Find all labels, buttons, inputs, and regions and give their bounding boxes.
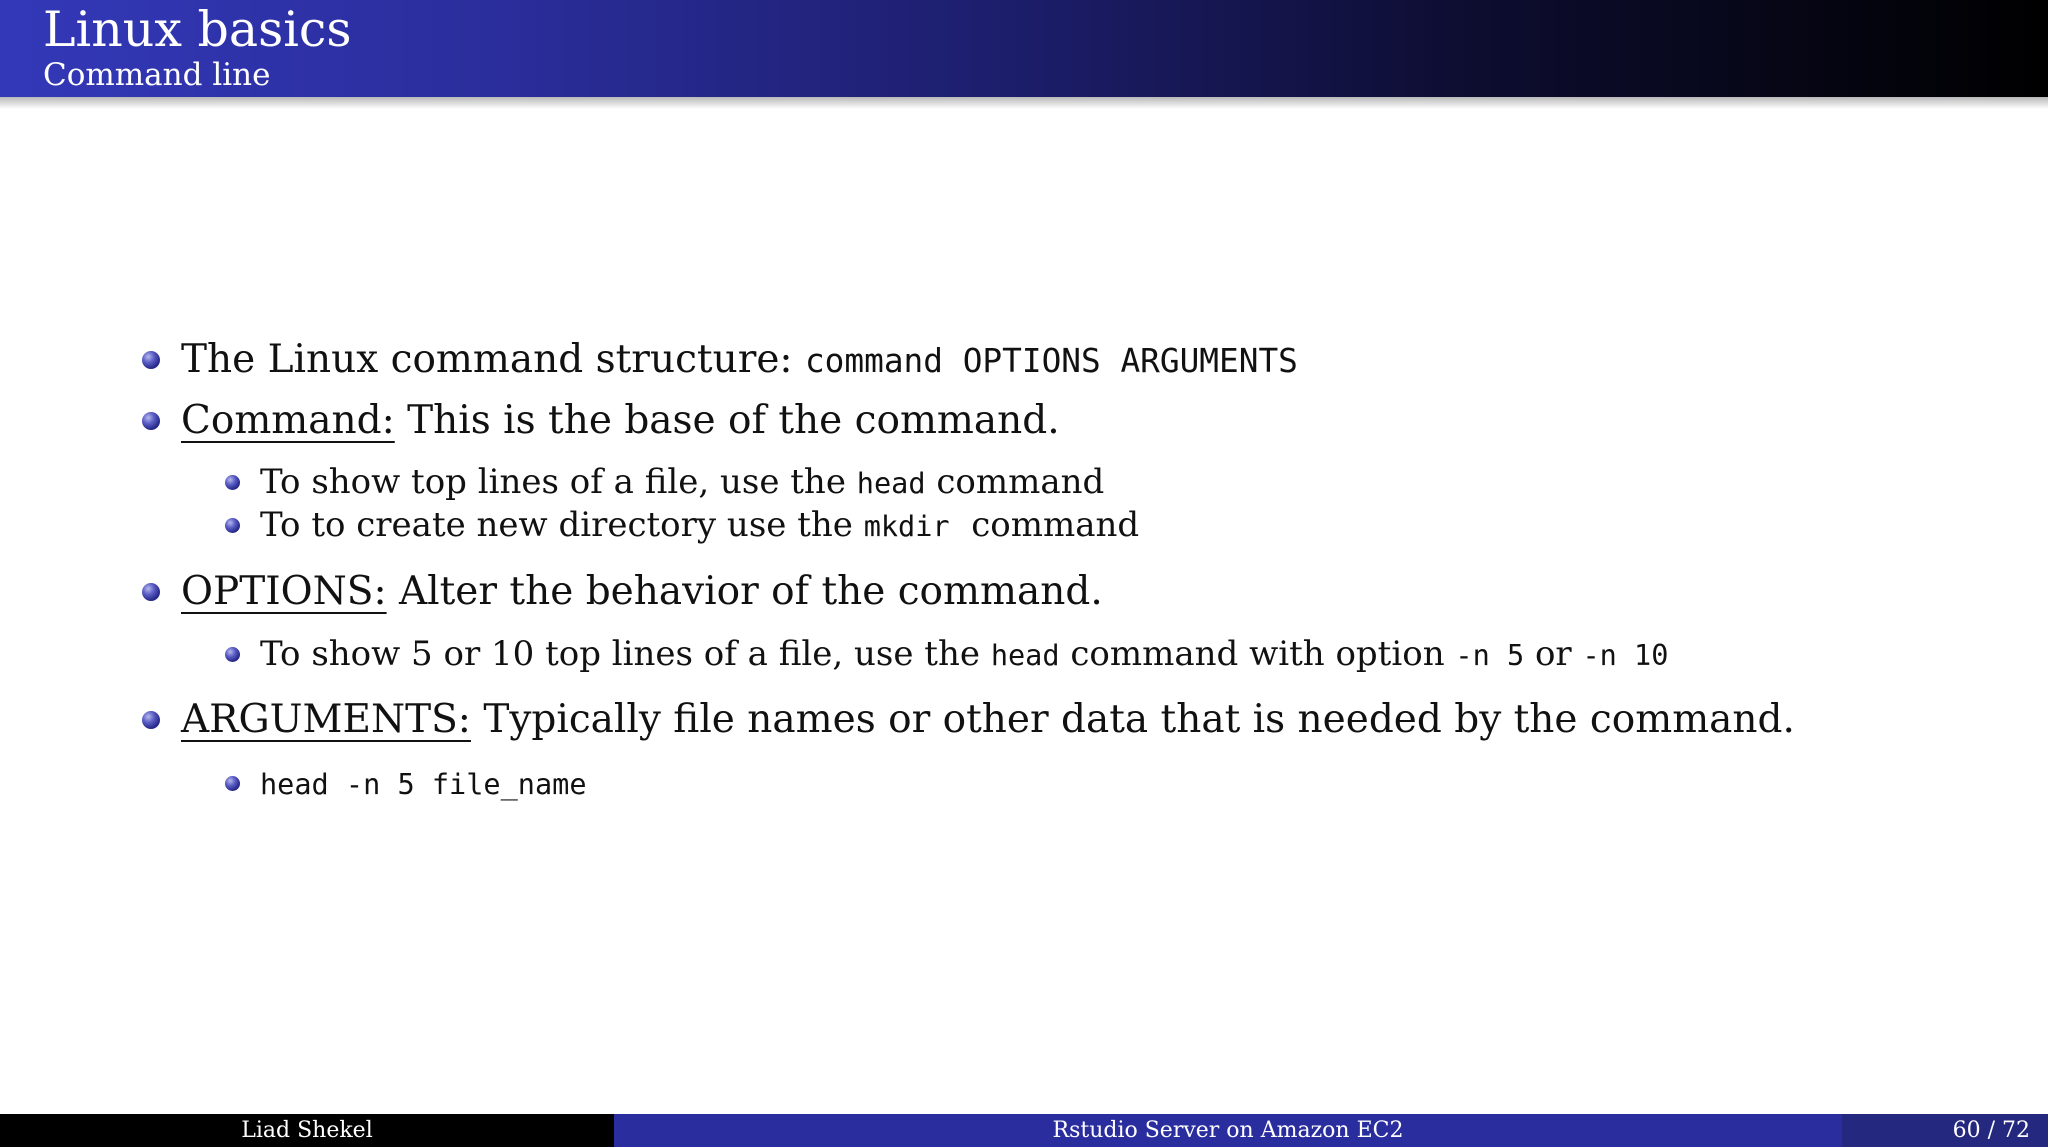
options-term: OPTIONS: — [181, 569, 387, 614]
arguments-description: Typically file names or other data that is needed by the command. — [470, 697, 1795, 742]
bullet-icon — [142, 711, 160, 729]
command-term: Command: — [181, 398, 395, 443]
head-text-before: To show top lines of a file, use the — [260, 462, 857, 502]
sub-item-arguments-example — [260, 758, 587, 809]
options-example-code-n10: -n 10 — [1582, 638, 1669, 672]
structure-code: command OPTIONS ARGUMENTS — [804, 342, 1298, 380]
footer-talk-title: Rstudio Server on Amazon EC2 — [614, 1114, 1842, 1147]
sub-item-mkdir — [260, 500, 1139, 551]
footer-page-block — [1842, 1114, 2048, 1147]
list-item-command — [181, 396, 1060, 446]
arguments-example-code: head -n 5 file_name — [260, 767, 587, 801]
list-item-arguments — [181, 695, 1795, 745]
options-description: Alter the behavior of the command. — [386, 569, 1103, 614]
mkdir-text-after: command — [949, 505, 1140, 545]
bullet-icon — [142, 351, 160, 369]
arguments-term: ARGUMENTS: — [181, 697, 471, 742]
bullet-icon — [142, 583, 160, 601]
mkdir-text-before: To to create new directory use the — [260, 505, 864, 545]
sub-bullet-icon — [225, 776, 240, 791]
sub-bullet-icon — [225, 475, 240, 490]
list-item-structure — [181, 335, 1298, 386]
options-example-text-before: To show 5 or 10 top lines of a file, use the — [260, 634, 991, 674]
options-example-text-or: or — [1524, 634, 1583, 674]
slide-title: Linux basics — [43, 1, 352, 58]
bullet-icon — [142, 412, 160, 430]
options-example-code-n5: -n 5 — [1455, 638, 1525, 672]
sub-bullet-icon — [225, 518, 240, 533]
slide-subtitle: Command line — [43, 57, 271, 93]
sub-bullet-icon — [225, 647, 240, 662]
footer-page-number: 60 / 72 — [1952, 1118, 2030, 1143]
options-example-text-mid: command with option — [1059, 634, 1456, 674]
head-code: head — [856, 466, 926, 500]
structure-text: The Linux command structure: — [181, 337, 805, 382]
command-description: This is the base of the command. — [394, 398, 1060, 443]
footer-author: Liad Shekel — [0, 1114, 614, 1147]
list-item-options — [181, 567, 1103, 617]
slide-footer — [0, 1114, 2048, 1147]
mkdir-code: mkdir — [863, 509, 950, 543]
options-example-code-head: head — [990, 638, 1060, 672]
sub-item-options-example — [260, 629, 1668, 680]
head-text-after: command — [925, 462, 1105, 502]
